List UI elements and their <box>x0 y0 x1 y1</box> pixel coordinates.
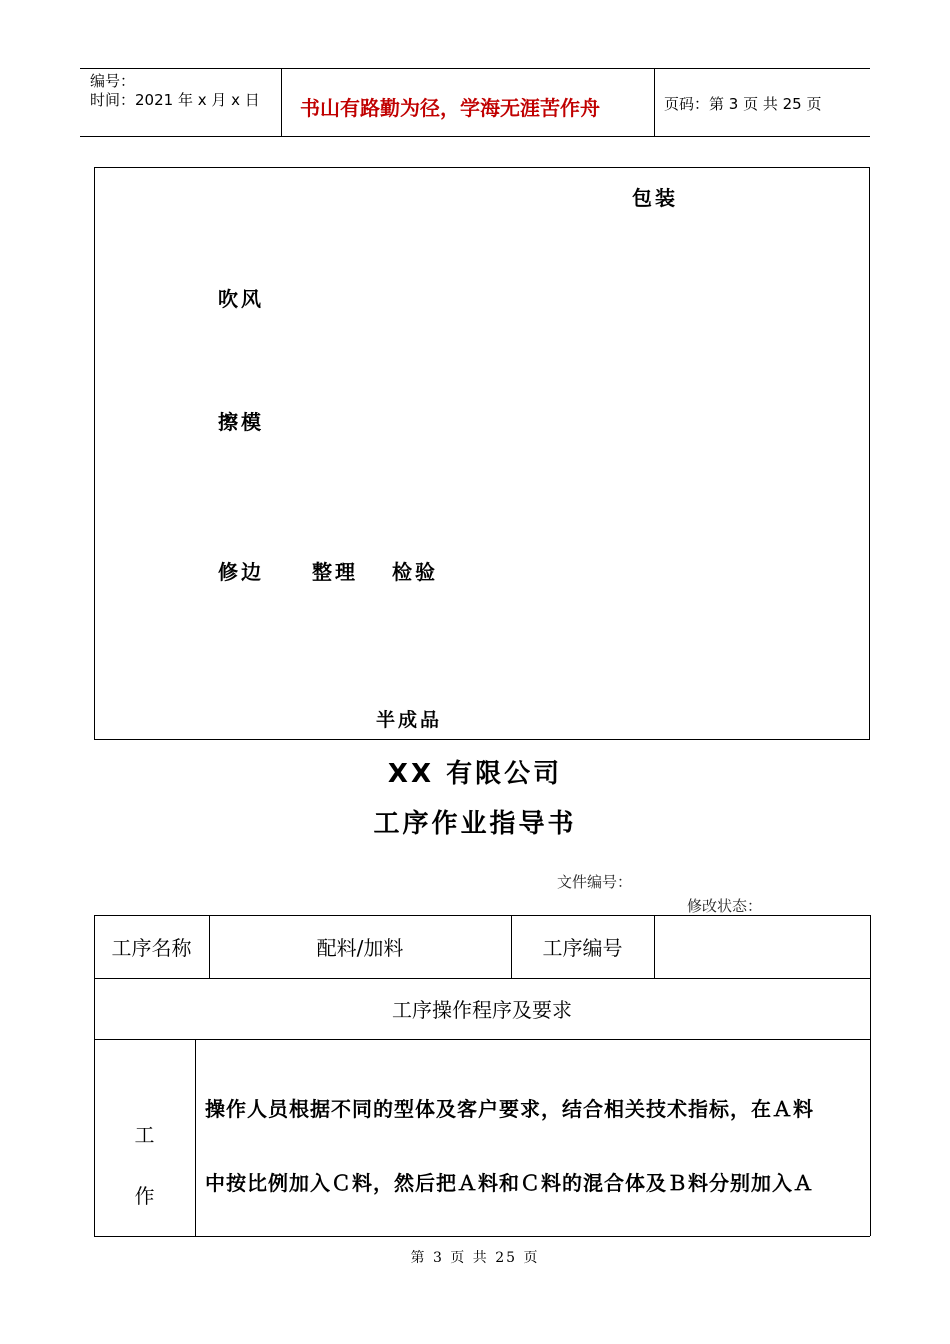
process-number-label: 工序编号 <box>542 936 623 960</box>
flow-step-blow: 吹风 <box>218 287 264 311</box>
flow-step-wipe-mold: 擦模 <box>218 410 264 434</box>
header-motto: 书山有路勤为径，学海无涯苦作舟 <box>300 96 600 120</box>
doc-number-label: 编号： <box>90 72 136 90</box>
instruction-line-1: 操作人员根据不同的型体及客户要求，结合相关技术指标，在Ａ料 <box>205 1097 814 1121</box>
side-label-work-1: 工 <box>134 1123 155 1147</box>
flow-step-arrange: 整理 <box>312 560 358 584</box>
process-name-label: 工序名称 <box>111 936 192 960</box>
table-rule-bottom <box>94 1236 870 1237</box>
file-number-label: 文件编号： <box>557 873 633 891</box>
header-divider-left <box>281 68 282 136</box>
table-rule-row1 <box>94 978 870 979</box>
flow-step-packaging: 包装 <box>632 186 678 210</box>
side-label-work-2: 作 <box>134 1184 155 1208</box>
instruction-line-2: 中按比例加入Ｃ料，然后把Ａ料和Ｃ料的混合体及Ｂ料分别加入Ａ <box>205 1171 814 1195</box>
header-divider-right <box>654 68 655 136</box>
document-title: 工序作业指导书 <box>373 809 577 839</box>
revision-status-label: 修改状态： <box>687 897 763 915</box>
flow-step-semi-finished: 半成品 <box>376 709 443 731</box>
table-rule-right <box>870 915 871 1236</box>
table-rule-top <box>94 915 870 916</box>
flow-step-trim: 修边 <box>218 560 264 584</box>
page-footer: 第 3 页 共 25 页 <box>410 1250 540 1266</box>
table-rule-side <box>195 1039 196 1236</box>
section-title: 工序操作程序及要求 <box>392 998 572 1022</box>
flow-step-inspect: 检验 <box>392 560 438 584</box>
table-rule-col3 <box>654 915 655 978</box>
date-label: 时间：2021 年 x 月 x 日 <box>90 91 260 109</box>
table-rule-row2 <box>94 1039 870 1040</box>
process-flow-box <box>94 167 870 740</box>
header-top-rule <box>80 68 870 69</box>
header-bottom-rule <box>80 136 870 137</box>
header-page-info: 页码：第 3 页 共 25 页 <box>664 95 822 113</box>
process-name-value: 配料/加料 <box>316 936 404 960</box>
company-name: XX 有限公司 <box>387 759 563 789</box>
